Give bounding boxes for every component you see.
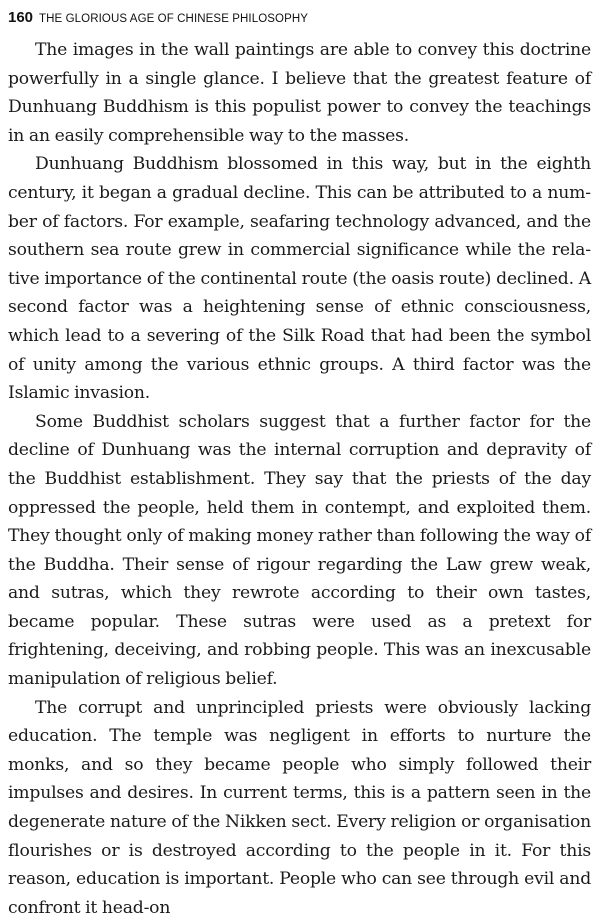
book-title: THE GLORIOUS AGE OF CHINESE PHILOSOPHY xyxy=(39,13,309,25)
running-head xyxy=(8,9,308,29)
paragraph-education: The corrupt and unprincipled priests were obviously lacking education. The temple was negligent in efforts to nurture the monks, and so they became people who simply followed their impulses and desires. In current terms, this is a pattern seen in the degenerate nature of the Nikken sect. Every religion or organisation flourishes or is destroyed according to the people in it. For this reason, education is important. People who can see through evil and confront it head-on xyxy=(8,697,591,918)
paragraph-corruption: Some Buddhist scholars suggest that a further factor for the decline of Dunhuang was the internal corruption and depravity of the Buddhist establishment. They say that the priests of the day oppressed the people, held them in contempt, and exploited them. They thought only of making money rather than following the way of the Buddha. Their sense of rigour regarding the Law grew weak, and sutras, which they rewrote according to their own tastes, became popular. These sutras were used as a pretext for frightening, deceiving, and robbing people. This was an inexcusable manipulation of religious belief. xyxy=(8,411,591,690)
paragraph-decline: Dunhuang Buddhism blossomed in this way, but in the eighth century, it began a gradual decline. This can be attributed to a number of factors. For example, seafaring technology advanced, and the southern sea route grew in commercial significance while the relative importance of the continental route (the oasis route) declined. A second factor was a heightening sense of ethnic consciousness, which lead to a severing of the Silk Road that had been the symbol of unity among the various ethnic groups. A third factor was the Islamic invasion. xyxy=(8,154,591,404)
page-number: 160 xyxy=(8,9,34,26)
paragraph-doctrine: The images in the wall paintings are able to convey this doctrine powerfully in a single glance. I believe that the greatest feature of Dunhuang Buddhism is this populist power to convey the teachings in an easily comprehensible way to the masses. xyxy=(8,40,591,146)
body-text xyxy=(8,36,591,918)
